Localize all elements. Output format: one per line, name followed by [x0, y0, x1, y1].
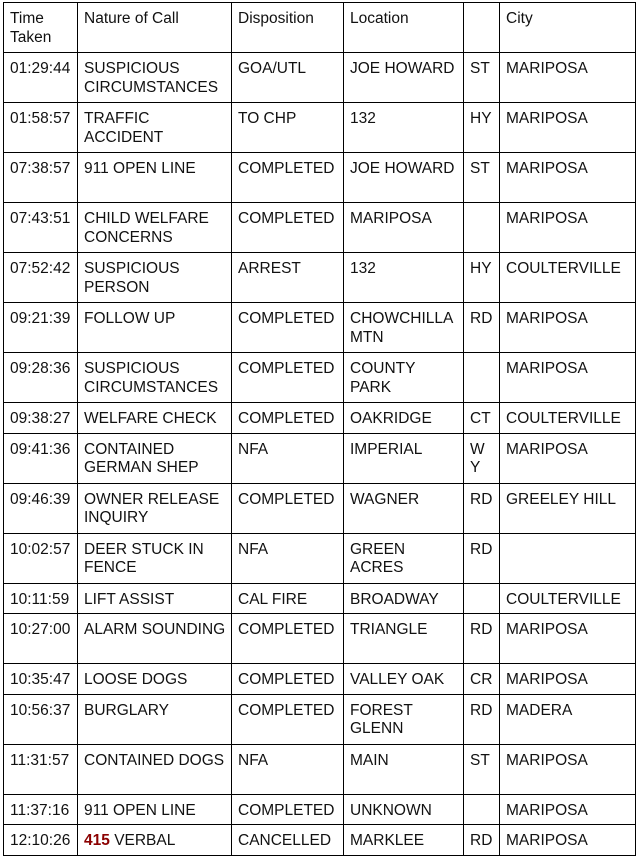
nature-text: OWNER RELEASE INQUIRY	[84, 490, 220, 526]
time-cell: 12:10:26	[4, 825, 78, 856]
nature-cell	[78, 433, 232, 483]
table-row	[4, 794, 636, 825]
time-cell: 07:52:42	[4, 253, 78, 303]
location-cell: IMPERIAL	[344, 433, 464, 483]
location-cell: COUNTY PARK	[344, 353, 464, 403]
disposition-cell: NFA	[232, 744, 344, 794]
suffix-cell: RD	[464, 825, 500, 856]
nature-text: FOLLOW UP	[84, 310, 176, 327]
nature-cell	[78, 483, 232, 533]
call-log-body	[4, 53, 636, 856]
suffix-cell: RD	[464, 533, 500, 583]
city-cell: MARIPOSA	[500, 825, 636, 856]
table-row	[4, 203, 636, 253]
table-row	[4, 483, 636, 533]
time-cell: 01:29:44	[4, 53, 78, 103]
city-cell	[500, 533, 636, 583]
disposition-cell: NFA	[232, 533, 344, 583]
nature-cell	[78, 353, 232, 403]
suffix-cell: ST	[464, 153, 500, 203]
nature-text: CONTAINED GERMAN SHEP	[84, 440, 199, 476]
suffix-cell: HY	[464, 103, 500, 153]
time-cell: 07:38:57	[4, 153, 78, 203]
suffix-cell: RD	[464, 614, 500, 664]
location-cell: MARIPOSA	[344, 203, 464, 253]
time-cell: 10:27:00	[4, 614, 78, 664]
table-row	[4, 353, 636, 403]
nature-text: LIFT ASSIST	[84, 590, 175, 608]
nature-text: CHILD WELFARE CONCERNS	[84, 210, 209, 246]
time-cell: 09:21:39	[4, 303, 78, 353]
disposition-cell: COMPLETED	[232, 694, 344, 744]
call-log-table	[3, 2, 636, 856]
suffix-cell	[464, 203, 500, 253]
city-cell: MARIPOSA	[500, 794, 636, 825]
city-cell: MARIPOSA	[500, 103, 636, 153]
city-cell: MARIPOSA	[500, 153, 636, 203]
table-row	[4, 825, 636, 856]
time-cell: 07:43:51	[4, 203, 78, 253]
time-cell: 10:35:47	[4, 664, 78, 695]
table-row	[4, 53, 636, 103]
location-cell: FOREST GLENN	[344, 694, 464, 744]
city-cell: MARIPOSA	[500, 353, 636, 403]
disposition-cell: ARREST	[232, 253, 344, 303]
disposition-cell: TO CHP	[232, 103, 344, 153]
suffix-cell	[464, 794, 500, 825]
time-cell: 09:41:36	[4, 433, 78, 483]
nature-cell	[78, 664, 232, 695]
city-cell: MARIPOSA	[500, 744, 636, 794]
disposition-cell: COMPLETED	[232, 303, 344, 353]
location-cell: WAGNER	[344, 483, 464, 533]
table-row	[4, 664, 636, 695]
suffix-cell: RD	[464, 694, 500, 744]
header-suffix	[464, 3, 500, 53]
table-row	[4, 303, 636, 353]
nature-cell	[78, 53, 232, 103]
location-cell: JOE HOWARD	[344, 53, 464, 103]
disposition-cell: CANCELLED	[232, 825, 344, 856]
suffix-cell: RD	[464, 483, 500, 533]
suffix-cell	[464, 353, 500, 403]
location-cell: UNKNOWN	[344, 794, 464, 825]
time-cell: 09:38:27	[4, 403, 78, 434]
nature-text: VERBAL	[114, 832, 176, 849]
location-cell: TRIANGLE	[344, 614, 464, 664]
location-cell: 132	[344, 103, 464, 153]
time-cell: 01:58:57	[4, 103, 78, 153]
nature-cell	[78, 153, 232, 203]
location-cell: JOE HOWARD	[344, 153, 464, 203]
nature-cell	[78, 583, 232, 614]
time-cell: 09:28:36	[4, 353, 78, 403]
disposition-cell: COMPLETED	[232, 483, 344, 533]
nature-text: 911 OPEN LINE	[84, 801, 196, 819]
disposition-cell: COMPLETED	[232, 794, 344, 825]
header-disposition: Disposition	[232, 3, 344, 53]
nature-text: SUSPICIOUS CIRCUMSTANCES	[84, 360, 219, 396]
header-row	[4, 3, 636, 53]
time-cell: 11:31:57	[4, 744, 78, 794]
location-cell: CHOWCHILLA MTN	[344, 303, 464, 353]
time-cell: 10:56:37	[4, 694, 78, 744]
call-code: 415	[84, 832, 110, 849]
time-cell: 10:11:59	[4, 583, 78, 614]
table-row	[4, 744, 636, 794]
table-row	[4, 403, 636, 434]
table-row	[4, 583, 636, 614]
city-cell: MARIPOSA	[500, 203, 636, 253]
nature-cell	[78, 203, 232, 253]
disposition-cell: NFA	[232, 433, 344, 483]
suffix-cell: ST	[464, 53, 500, 103]
location-cell: OAKRIDGE	[344, 403, 464, 434]
city-cell: COULTERVILLE	[500, 583, 636, 614]
disposition-cell: COMPLETED	[232, 614, 344, 664]
nature-cell	[78, 403, 232, 434]
suffix-cell: WY	[464, 433, 500, 483]
city-cell: MARIPOSA	[500, 614, 636, 664]
nature-cell	[78, 794, 232, 825]
nature-text: TRAFFIC ACCIDENT	[84, 110, 164, 146]
suffix-cell: CR	[464, 664, 500, 695]
table-row	[4, 614, 636, 664]
nature-text: DEER STUCK IN FENCE	[84, 540, 204, 576]
nature-text: SUSPICIOUS CIRCUMSTANCES	[84, 60, 219, 96]
table-row	[4, 153, 636, 203]
suffix-cell: ST	[464, 744, 500, 794]
city-cell: COULTERVILLE	[500, 403, 636, 434]
table-row	[4, 433, 636, 483]
nature-cell	[78, 825, 232, 856]
disposition-cell: COMPLETED	[232, 403, 344, 434]
location-cell: MARKLEE	[344, 825, 464, 856]
nature-cell	[78, 694, 232, 744]
nature-text: WELFARE CHECK	[84, 410, 217, 427]
city-cell: MARIPOSA	[500, 664, 636, 695]
header-location: Location	[344, 3, 464, 53]
nature-text: SUSPICIOUS PERSON	[84, 260, 180, 296]
suffix-cell: CT	[464, 403, 500, 434]
disposition-cell: GOA/UTL	[232, 53, 344, 103]
location-cell: MAIN	[344, 744, 464, 794]
table-row	[4, 103, 636, 153]
suffix-cell: HY	[464, 253, 500, 303]
nature-text: CONTAINED DOGS	[84, 751, 225, 769]
nature-text: 911 OPEN LINE	[84, 160, 196, 177]
location-cell: GREEN ACRES	[344, 533, 464, 583]
time-cell: 10:02:57	[4, 533, 78, 583]
location-cell: 132	[344, 253, 464, 303]
disposition-cell: COMPLETED	[232, 153, 344, 203]
city-cell: MARIPOSA	[500, 433, 636, 483]
nature-cell	[78, 614, 232, 664]
table-row	[4, 533, 636, 583]
time-cell: 09:46:39	[4, 483, 78, 533]
disposition-cell: COMPLETED	[232, 664, 344, 695]
suffix-cell: RD	[464, 303, 500, 353]
header-city: City	[500, 3, 636, 53]
header-nature-of-call: Nature of Call	[78, 3, 232, 53]
city-cell: GREELEY HILL	[500, 483, 636, 533]
nature-text: LOOSE DOGS	[84, 671, 188, 688]
nature-cell	[78, 103, 232, 153]
location-cell: BROADWAY	[344, 583, 464, 614]
city-cell: COULTERVILLE	[500, 253, 636, 303]
nature-cell	[78, 744, 232, 794]
table-row	[4, 694, 636, 744]
disposition-cell: CAL FIRE	[232, 583, 344, 614]
nature-text: ALARM SOUNDING	[84, 621, 226, 638]
disposition-cell: COMPLETED	[232, 353, 344, 403]
header-time-taken: Time Taken	[4, 3, 78, 53]
city-cell: MARIPOSA	[500, 53, 636, 103]
time-cell: 11:37:16	[4, 794, 78, 825]
nature-cell	[78, 253, 232, 303]
city-cell: MARIPOSA	[500, 303, 636, 353]
nature-cell	[78, 533, 232, 583]
disposition-cell: COMPLETED	[232, 203, 344, 253]
table-row	[4, 253, 636, 303]
city-cell: MADERA	[500, 694, 636, 744]
nature-cell	[78, 303, 232, 353]
suffix-cell	[464, 583, 500, 614]
location-cell: VALLEY OAK	[344, 664, 464, 695]
nature-text: BURGLARY	[84, 701, 169, 719]
